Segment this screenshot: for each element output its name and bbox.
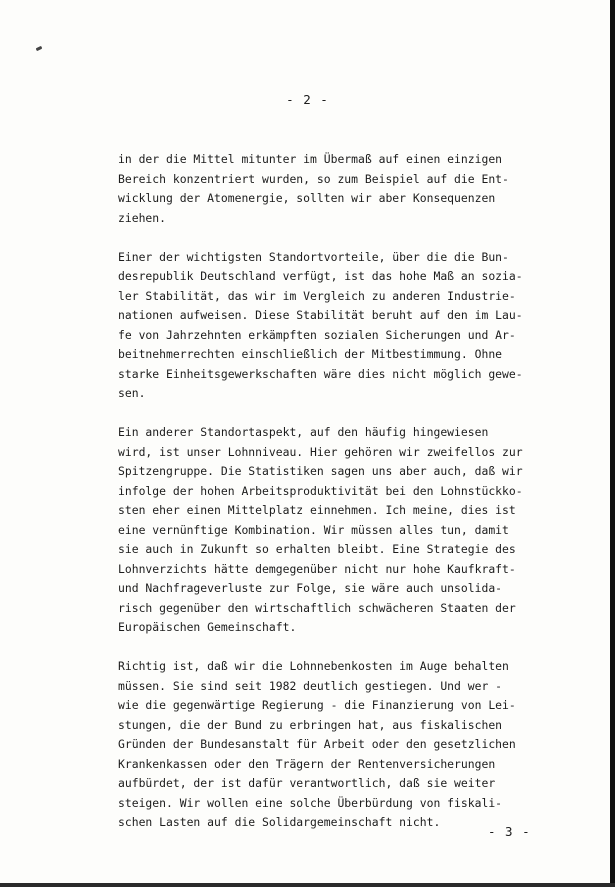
- text-line: eine vernünftige Kombination. Wir müssen alles tun, damit: [118, 522, 509, 537]
- text-line: wird, ist unser Lohnniveau. Hier gehören wir zweifellos zur: [118, 444, 523, 459]
- text-line: sie auch in Zukunft so erhalten bleibt. Eine Strategie des: [118, 542, 516, 556]
- text-line: ziehen.: [118, 210, 167, 225]
- document-body: [118, 150, 538, 852]
- text-line: risch gegenüber den wirtschaftlich schwächeren Staaten der: [118, 600, 516, 615]
- text-line: und Nachfrageverluste zur Folge, sie wäre auch unsolida-: [118, 581, 503, 595]
- scan-edge-bottom: [0, 883, 615, 887]
- paragraph-4: [118, 657, 538, 833]
- text-line: ler Stabilität, das wir im Vergleich zu anderen Industrie-: [118, 288, 516, 303]
- paragraph-1: [118, 150, 538, 228]
- text-line: fe von Jahrzehnten erkämpften sozialen Sicherungen und Ar-: [118, 327, 516, 342]
- text-line: beitnehmerrechten einschließlich der Mitbestimmung. Ohne: [118, 347, 503, 361]
- paragraph-2: [118, 248, 538, 404]
- text-line: infolge der hohen Arbeitsproduktivität bei den Lohnstückko-: [118, 483, 523, 498]
- text-line: müssen. Sie sind seit 1982 deutlich gestiegen. Und wer -: [118, 678, 503, 693]
- text-line: starke Einheitsgewerkschaften wäre dies nicht möglich gewe-: [118, 366, 523, 381]
- text-line: stungen, die der Bund zu erbringen hat, aus fiskalischen: [118, 717, 503, 732]
- text-line: Gründen der Bundesanstalt für Arbeit oder den gesetzlichen: [118, 737, 516, 751]
- text-line: sten eher einen Mittelplatz einnehmen. Ich meine, dies ist: [118, 503, 516, 517]
- text-line: wie die gegenwärtige Regierung - die Finanzierung von Lei-: [118, 698, 516, 712]
- text-line: Richtig ist, daß wir die Lohnnebenkosten im Auge behalten: [118, 659, 509, 673]
- text-line: sen.: [118, 386, 146, 400]
- text-line: in der die Mittel mitunter im Übermaß auf einen einzigen: [118, 152, 503, 166]
- text-line: wicklung der Atomenergie, sollten wir aber Konsequenzen: [118, 191, 496, 205]
- text-line: Spitzengruppe. Die Statistiken sagen uns aber auch, daß wir: [118, 464, 523, 478]
- text-line: Bereich konzentriert wurden, so zum Beispiel auf die Ent-: [118, 171, 509, 186]
- text-line: aufbürdet, der ist dafür verantwortlich, daß sie weiter: [118, 776, 496, 790]
- text-line: nationen aufweisen. Diese Stabilität beruht auf den im Lau-: [118, 308, 523, 322]
- text-line: Europäischen Gemeinschaft.: [118, 620, 297, 634]
- scan-edge-right: [610, 0, 615, 887]
- text-line: schen Lasten auf die Solidargemeinschaft nicht.: [118, 815, 441, 829]
- text-line: steigen. Wir wollen eine solche Überbürdung von fiskali-: [118, 795, 503, 810]
- text-line: Lohnverzichts hätte demgegenüber nicht nur hohe Kaufkraft-: [118, 561, 516, 576]
- next-page-marker: - 3 -: [488, 824, 531, 839]
- text-line: Ein anderer Standortaspekt, auf den häufig hingewiesen: [118, 425, 489, 439]
- page-number: - 2 -: [286, 92, 329, 107]
- text-line: Krankenkassen oder den Trägern der Rentenversicherungen: [118, 756, 496, 771]
- text-line: desrepublik Deutschland verfügt, ist das hohe Maß an sozia-: [118, 269, 523, 283]
- text-line: Einer der wichtigsten Standortvorteile, über die die Bun-: [118, 249, 509, 264]
- paragraph-3: [118, 423, 538, 638]
- scan-speck: [36, 46, 43, 51]
